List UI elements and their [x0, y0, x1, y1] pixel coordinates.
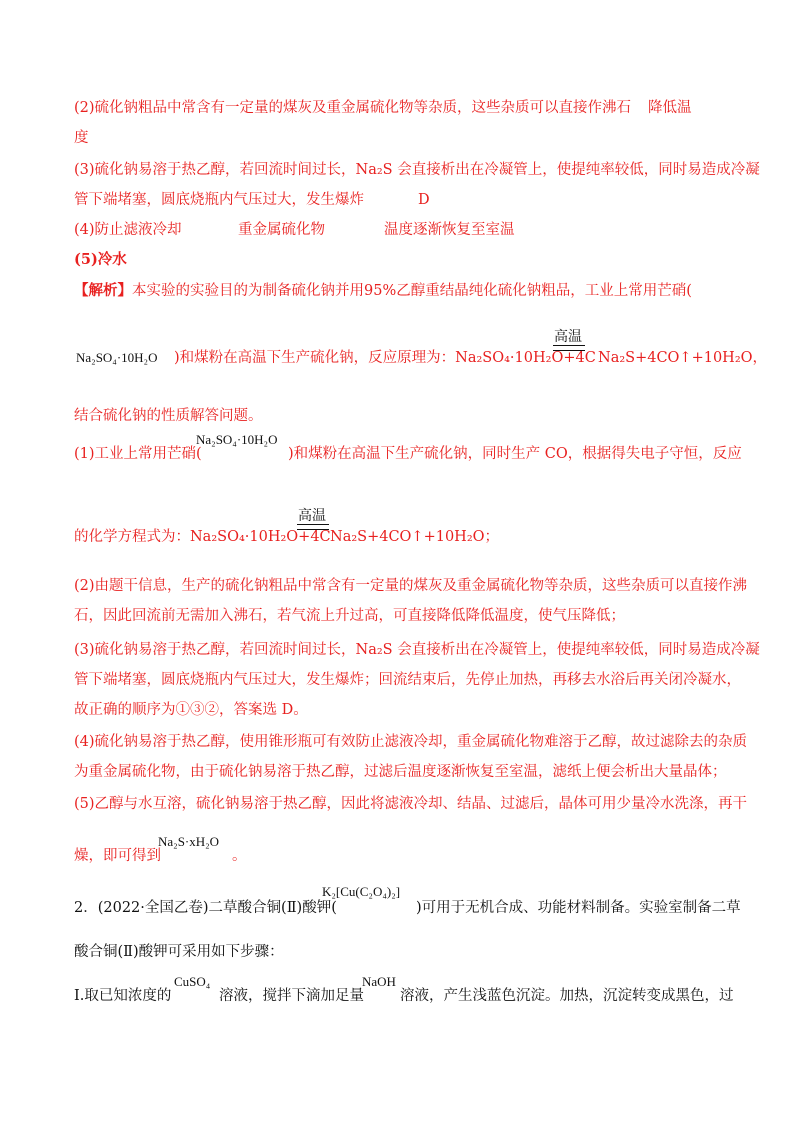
p1-equation: 的化学方程式为：Na₂SO₄·10H₂O+4C [74, 529, 331, 545]
p1-rest: )和煤粉在高温下生产硫化钠，同时生产 CO，根据得失电子守恒，反应 [288, 446, 742, 462]
formula-glauber: Na₂SO₄·10H₂O [76, 350, 158, 365]
q2-line2: 酸合铜(Ⅱ)酸钾可采用如下步骤： [74, 944, 284, 960]
p1-formula-glauber: Na₂SO₄·10H₂O [196, 432, 278, 447]
p5-end: 。 [232, 848, 247, 864]
p2-line1: (2)由题干信息，生产的硫化钠粗品中常含有一定量的煤灰及重金属硫化物等杂质，这些杂质可以直接作沸 [74, 578, 748, 594]
answer-2-blank: 降低温 [648, 100, 692, 116]
answer-4-blank1: 重金属硫化物 [238, 222, 325, 238]
q2-prefix: 2．(2022·全国乙卷)二草酸合铜(Ⅱ)酸钾( [74, 900, 337, 916]
p3-line3: 故正确的顺序为①③②，答案选 D。 [74, 702, 308, 718]
p2-line2: 石，因此回流前无需加入沸石，若气流上升过高，可直接降低降低温度，使气压降低； [74, 608, 625, 624]
q2-step-end: 溶液，产生浅蓝色沉淀。加热，沉淀转变成黑色，过 [400, 988, 734, 1004]
answer-5-text: (5)冷水 [74, 251, 127, 268]
p5-start: 燥，即可得到 [74, 848, 161, 864]
p1-start: (1)工业上常用芒硝( [74, 446, 202, 462]
analysis-intro-text: 本实验的实验目的为制备硫化钠并用95%乙醇重结晶纯化硫化钠粗品，工业上常用芒硝( [132, 283, 692, 299]
reaction-condition: 高温 [554, 329, 582, 345]
p1-condition: 高温 [298, 508, 326, 524]
p4-line2: 为重金属硫化物，由于硫化钠易溶于热乙醇，过滤后温度逐渐恢复至室温，滤纸上便会析出大量晶体； [74, 764, 727, 780]
analysis-combine: 结合硫化钠的性质解答问题。 [74, 408, 263, 424]
q2-step-start: Ⅰ.取已知浓度的 [74, 988, 172, 1004]
answer-2-cont: 度 [74, 130, 89, 146]
q2-step-formula-cuso4: CuSO₄ [174, 974, 211, 989]
answer-3-line2: 管下端堵塞，圆底烧瓶内气压过大，发生爆炸 [74, 192, 364, 208]
p3-line2: 管下端堵塞，圆底烧瓶内气压过大，发生爆炸；回流结束后，先停止加热，再移去水浴后再关闭冷凝水， [74, 672, 741, 688]
q2-step-mid: 溶液，搅拌下滴加足量 [219, 988, 364, 1004]
p4-line1: (4)硫化钠易溶于热乙醇，使用锥形瓶可有效防止滤液冷却，重金属硫化物难溶于乙醇，故过滤除去的杂质 [74, 734, 748, 750]
answer-2 [74, 98, 631, 118]
answer-2-text: (2)硫化钠粗品中常含有一定量的煤灰及重金属硫化物等杂质，这些杂质可以直接作沸石 [74, 100, 632, 116]
p3-line1: (3)硫化钠易溶于热乙醇，若回流时间过长，Na₂S 会直接析出在冷凝管上，使提纯率较低，同时易造成冷凝 [74, 642, 760, 658]
answer-3-blank: D [418, 192, 430, 208]
q2-step-formula-naoh: NaOH [362, 974, 396, 989]
p5-line1: (5)乙醇与水互溶，硫化钠易溶于热乙醇，因此将滤液冷却、结晶、过滤后，晶体可用少量冷水洗涤，再干 [74, 796, 748, 812]
reaction-products: Na₂S+4CO↑+10H₂O， [598, 350, 768, 366]
answer-4-text: (4)防止滤液冷却 [74, 222, 182, 238]
analysis-tag: 【解析】 [74, 282, 132, 299]
reaction-equals-sign [553, 345, 585, 351]
reaction-text: )和煤粉在高温下生产硫化钠，反应原理为：Na₂SO₄·10H₂O+4C [174, 350, 596, 366]
answer-4-blank2: 温度逐渐恢复至室温 [384, 222, 515, 238]
analysis-intro [74, 281, 692, 301]
q2-suffix: )可用于无机合成、功能材料制备。实验室制备二草 [416, 900, 741, 916]
p1-products: Na₂S+4CO↑+10H₂O； [330, 529, 500, 545]
p5-formula: Na₂S·xH₂O [158, 834, 220, 849]
answer-3-line1: (3)硫化钠易溶于热乙醇，若回流时间过长，Na₂S 会直接析出在冷凝管上，使提纯率较低，同时易造成冷凝 [74, 162, 760, 178]
q2-formula: K₂[Cu(C₂O₄)₂] [322, 884, 401, 899]
